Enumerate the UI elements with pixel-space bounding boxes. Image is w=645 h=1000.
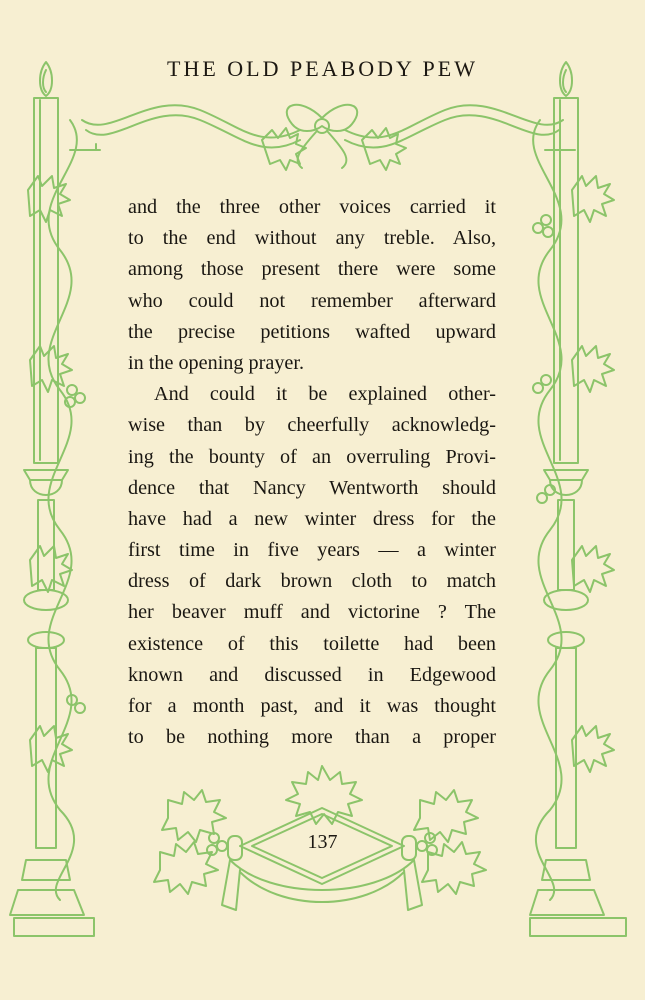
text-line: the precise petitions wafted upward <box>128 320 496 343</box>
text-line: to be nothing more than a proper <box>128 726 496 749</box>
text-line: dress of dark brown cloth to match <box>128 570 496 593</box>
running-title: THE OLD PEABODY PEW <box>167 56 478 81</box>
text-line: for a month past, and it was thought <box>128 695 496 717</box>
text-line: among those present there were some <box>128 258 496 281</box>
text-line: her beaver muff and victorine ? The <box>128 601 496 624</box>
text-line: have had a new winter dress for the <box>128 507 496 530</box>
right-candle-icon <box>530 62 626 936</box>
text-line: wise than by cheerfully acknowledg- <box>128 414 496 437</box>
body-text <box>128 192 496 753</box>
text-line: and the three other voices carried it <box>128 196 496 218</box>
text-line: in the opening prayer. <box>128 351 305 374</box>
text-line: first time in five years — a winter <box>128 539 496 562</box>
text-line: existence of this toilette had been <box>128 632 496 655</box>
text-line: And could it be explained other- <box>154 383 496 406</box>
text-line: who could not remember afterward <box>128 289 496 312</box>
left-candle-icon <box>10 62 94 936</box>
text-line: dence that Nancy Wentworth should <box>128 476 496 499</box>
text-line: to the end without any treble. Also, <box>128 227 496 250</box>
text-line: ing the bounty of an overruling Provi- <box>128 445 496 468</box>
ribbon-bow-icon <box>70 105 575 170</box>
text-line: known and discussed in Edgewood <box>128 663 496 686</box>
page-number: 137 <box>307 831 338 853</box>
